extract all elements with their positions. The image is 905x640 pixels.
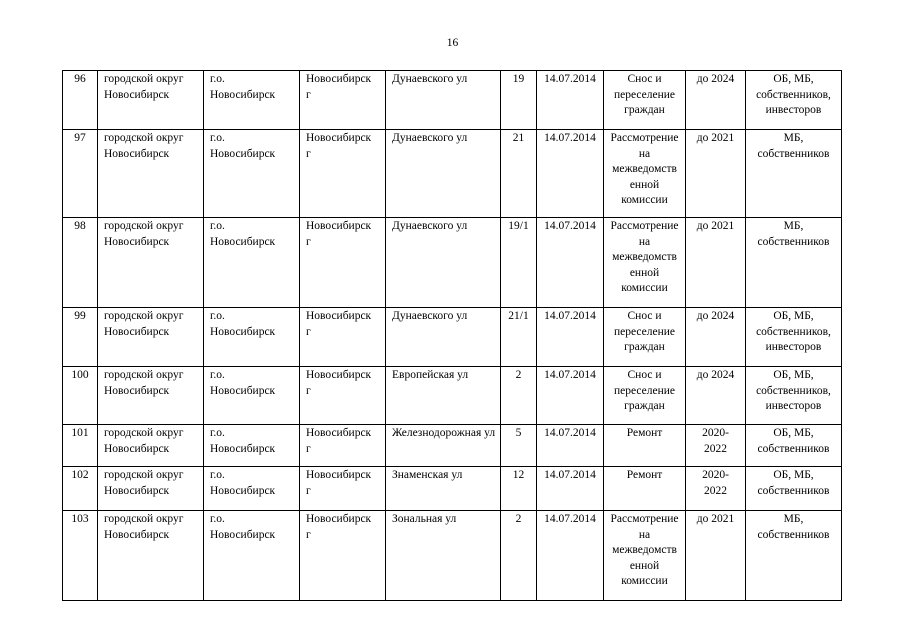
street: Дунаевского ул [392, 220, 468, 232]
row-number: 99 [74, 310, 86, 322]
house-number: 12 [512, 469, 525, 481]
street-cell [386, 71, 501, 130]
house-number: 19 [512, 73, 525, 85]
house-number-cell [501, 367, 537, 425]
deadline-cell [686, 130, 746, 218]
deadline: до 2024 [696, 310, 735, 322]
house-number-cell [501, 308, 537, 367]
row-number-cell [63, 218, 98, 308]
district-cell [98, 467, 204, 511]
table-row [63, 71, 842, 130]
funding: МБ, собственников [757, 513, 830, 541]
date-cell [537, 308, 604, 367]
street-cell [386, 367, 501, 425]
deadline-cell [686, 367, 746, 425]
funding-cell [746, 308, 842, 367]
measure-cell [604, 130, 686, 218]
measure: Рассмотрение на межведомственной комиссии [610, 220, 679, 294]
house-number-cell [501, 130, 537, 218]
district: городской округ Новосибирск [104, 513, 184, 541]
municipality: г.о. Новосибирск [210, 513, 276, 541]
settlement: Новосибирск г [306, 427, 372, 455]
deadline: 2020-2022 [702, 427, 729, 455]
funding: ОБ, МБ, собственников, инвесторов [756, 310, 831, 353]
row-number: 98 [74, 220, 86, 232]
measure: Рассмотрение на межведомственной комиссии [610, 132, 679, 206]
row-number: 100 [71, 369, 89, 381]
row-number-cell [63, 467, 98, 511]
deadline: до 2021 [696, 132, 735, 144]
street-cell [386, 218, 501, 308]
measure-cell [604, 308, 686, 367]
measure-cell [604, 467, 686, 511]
district: городской округ Новосибирск [104, 220, 184, 248]
house-number-cell [501, 425, 537, 467]
settlement-cell [300, 71, 386, 130]
page-number: 16 [446, 37, 459, 49]
settlement: Новосибирск г [306, 469, 372, 497]
row-number-cell [63, 367, 98, 425]
funding-cell [746, 511, 842, 601]
measure-cell [604, 425, 686, 467]
district: городской округ Новосибирск [104, 427, 184, 455]
settlement-cell [300, 511, 386, 601]
table-row [63, 425, 842, 467]
deadline: до 2024 [696, 369, 735, 381]
table-row [63, 367, 842, 425]
house-number: 21/1 [508, 310, 529, 322]
settlement: Новосибирск г [306, 513, 372, 541]
deadline: до 2024 [696, 73, 735, 85]
date: 14.07.2014 [544, 310, 596, 322]
street-cell [386, 467, 501, 511]
funding-cell [746, 467, 842, 511]
municipality-cell [204, 511, 300, 601]
house-number: 21 [512, 132, 525, 144]
house-number-cell [501, 467, 537, 511]
date: 14.07.2014 [544, 132, 596, 144]
date-cell [537, 218, 604, 308]
district: городской округ Новосибирск [104, 469, 184, 497]
settlement: Новосибирск г [306, 369, 372, 397]
street: Дунаевского ул [392, 132, 468, 144]
table-body [63, 71, 842, 601]
municipality: г.о. Новосибирск [210, 132, 276, 160]
row-number-cell [63, 511, 98, 601]
district-cell [98, 218, 204, 308]
date: 14.07.2014 [544, 73, 596, 85]
settlement-cell [300, 367, 386, 425]
measure-cell [604, 367, 686, 425]
house-number: 2 [515, 513, 522, 525]
measure-cell [604, 218, 686, 308]
street-cell [386, 511, 501, 601]
district-cell [98, 71, 204, 130]
date-cell [537, 425, 604, 467]
measure: Снос и переселение граждан [613, 310, 675, 353]
table-row [63, 467, 842, 511]
deadline-cell [686, 218, 746, 308]
municipality: г.о. Новосибирск [210, 469, 276, 497]
deadline-cell [686, 425, 746, 467]
row-number: 101 [71, 427, 89, 439]
street: Зональная ул [392, 513, 457, 525]
row-number: 103 [71, 513, 89, 525]
municipality-cell [204, 467, 300, 511]
date: 14.07.2014 [544, 220, 596, 232]
street: Европейская ул [392, 369, 469, 381]
municipality: г.о. Новосибирск [210, 310, 276, 338]
municipality: г.о. Новосибирск [210, 369, 276, 397]
funding-cell [746, 218, 842, 308]
table-row [63, 511, 842, 601]
settlement-cell [300, 425, 386, 467]
row-number-cell [63, 425, 98, 467]
settlement-cell [300, 308, 386, 367]
street-cell [386, 308, 501, 367]
funding-cell [746, 425, 842, 467]
house-number-cell [501, 71, 537, 130]
district-cell [98, 425, 204, 467]
deadline: до 2021 [696, 513, 735, 525]
row-number: 96 [74, 73, 86, 85]
street: Знаменская ул [392, 469, 463, 481]
row-number-cell [63, 71, 98, 130]
street-cell [386, 425, 501, 467]
house-number: 19/1 [508, 220, 529, 232]
date: 14.07.2014 [544, 469, 596, 481]
funding: МБ, собственников [757, 132, 830, 160]
measure-cell [604, 511, 686, 601]
municipality: г.о. Новосибирск [210, 73, 276, 101]
funding: ОБ, МБ, собственников, инвесторов [756, 73, 831, 116]
municipality-cell [204, 218, 300, 308]
municipality: г.о. Новосибирск [210, 427, 276, 455]
date-cell [537, 130, 604, 218]
settlement-cell [300, 467, 386, 511]
funding: МБ, собственников [757, 220, 830, 248]
settlement: Новосибирск г [306, 220, 372, 248]
deadline: до 2021 [696, 220, 735, 232]
municipality: г.о. Новосибирск [210, 220, 276, 248]
deadline-cell [686, 308, 746, 367]
settlement: Новосибирск г [306, 132, 372, 160]
district: городской округ Новосибирск [104, 310, 184, 338]
district-cell [98, 130, 204, 218]
municipality-cell [204, 425, 300, 467]
settlement-cell [300, 218, 386, 308]
date: 14.07.2014 [544, 369, 596, 381]
settlement-cell [300, 130, 386, 218]
house-number: 2 [515, 369, 522, 381]
deadline: 2020-2022 [702, 469, 729, 497]
housing-table [62, 70, 842, 601]
row-number: 102 [71, 469, 89, 481]
table-row [63, 308, 842, 367]
measure: Ремонт [626, 469, 663, 481]
funding-cell [746, 130, 842, 218]
district: городской округ Новосибирск [104, 73, 184, 101]
date-cell [537, 467, 604, 511]
date: 14.07.2014 [544, 427, 596, 439]
measure: Рассмотрение на межведомственной комиссии [610, 513, 679, 587]
house-number: 5 [515, 427, 522, 439]
row-number: 97 [74, 132, 86, 144]
table-row [63, 218, 842, 308]
district: городской округ Новосибирск [104, 132, 184, 160]
date: 14.07.2014 [544, 513, 596, 525]
district-cell [98, 367, 204, 425]
row-number-cell [63, 308, 98, 367]
municipality-cell [204, 71, 300, 130]
measure-cell [604, 71, 686, 130]
municipality-cell [204, 130, 300, 218]
municipality-cell [204, 367, 300, 425]
table-row [63, 130, 842, 218]
funding: ОБ, МБ, собственников [757, 427, 830, 455]
street: Железнодорожная ул [392, 427, 496, 439]
house-number-cell [501, 511, 537, 601]
street: Дунаевского ул [392, 73, 468, 85]
measure: Снос и переселение граждан [613, 73, 675, 116]
street-cell [386, 130, 501, 218]
street: Дунаевского ул [392, 310, 468, 322]
row-number-cell [63, 130, 98, 218]
funding-cell [746, 71, 842, 130]
settlement: Новосибирск г [306, 310, 372, 338]
funding: ОБ, МБ, собственников [757, 469, 830, 497]
district: городской округ Новосибирск [104, 369, 184, 397]
district-cell [98, 511, 204, 601]
deadline-cell [686, 511, 746, 601]
deadline-cell [686, 71, 746, 130]
date-cell [537, 367, 604, 425]
measure: Ремонт [626, 427, 663, 439]
deadline-cell [686, 467, 746, 511]
funding-cell [746, 367, 842, 425]
funding: ОБ, МБ, собственников, инвесторов [756, 369, 831, 412]
district-cell [98, 308, 204, 367]
settlement: Новосибирск г [306, 73, 372, 101]
date-cell [537, 511, 604, 601]
measure: Снос и переселение граждан [613, 369, 675, 412]
house-number-cell [501, 218, 537, 308]
municipality-cell [204, 308, 300, 367]
date-cell [537, 71, 604, 130]
